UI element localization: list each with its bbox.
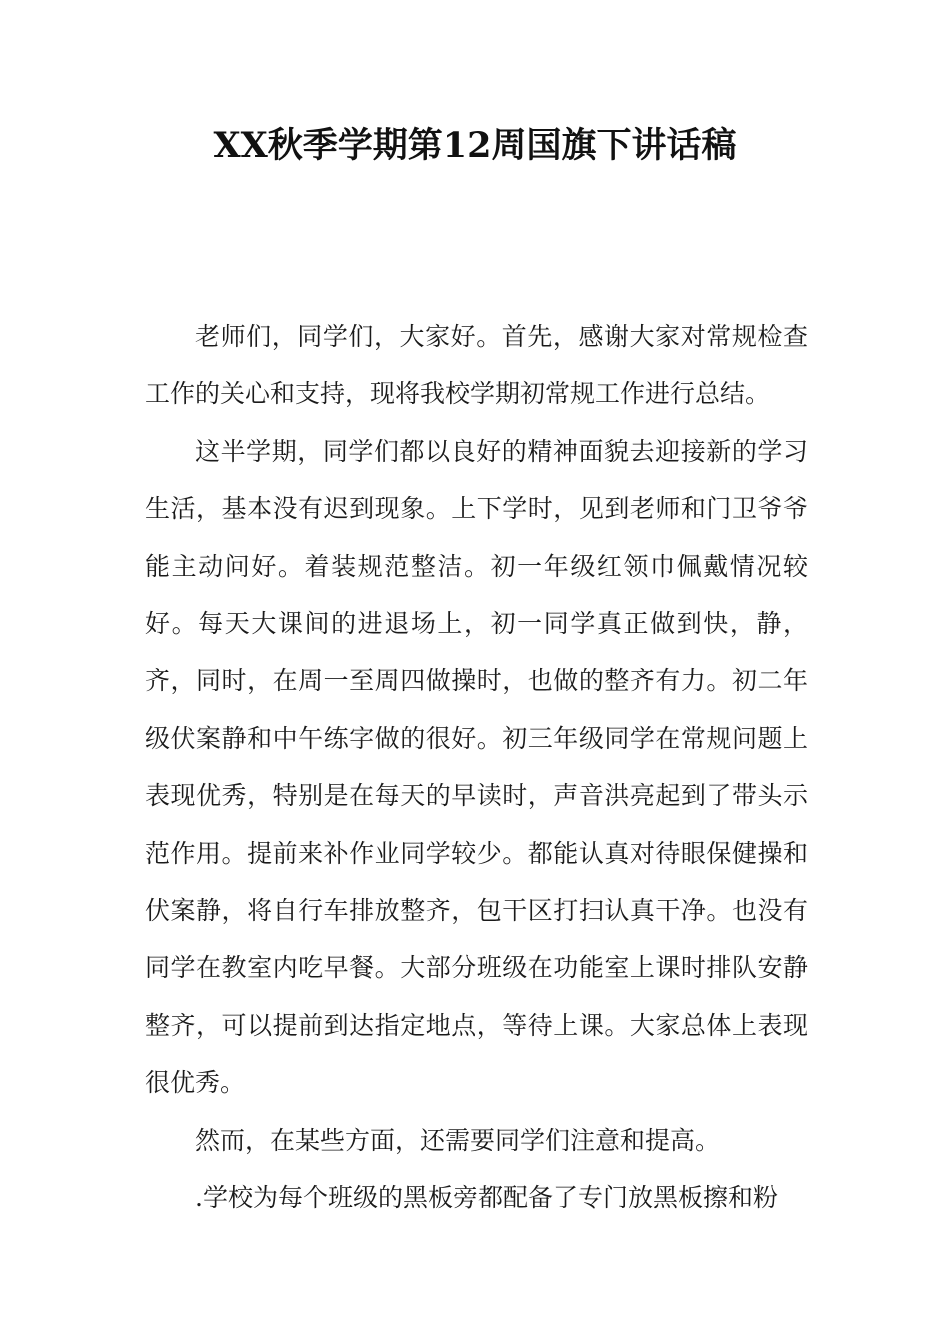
document-title: XX秋季学期第12周国旗下讲话稿 — [213, 125, 737, 166]
document-body — [145, 308, 808, 1227]
paragraph-transition: 然而，在某些方面，还需要同学们注意和提高。 — [195, 1125, 721, 1155]
paragraph-greeting: 老师们，同学们，大家好。首先，感谢大家对常规检查工作的关心和支持，现将我校学期初常规工作进行总结。 — [145, 322, 808, 409]
paragraph-item: .学校为每个班级的黑板旁都配备了专门放黑板擦和粉 — [195, 1183, 778, 1213]
paragraph-summary: 这半学期，同学们都以良好的精神面貌去迎接新的学习生活，基本没有迟到现象。上下学时，见到老师和门卫爷爷能主动问好。着装规范整洁。初一年级红领巾佩戴情况较好。每天大课间的进退场上，初一同学真正做到快，静，齐，同时，在周一至周四做操时，也做的整齐有力。初二年级伏案静和中午练字做的很好。初三年级同学在常规问题上表现优秀，特别是在每天的早读时，声音洪亮起到了带头示范作用。提前来补作业同学较少。都能认真对待眼保健操和伏案静，将自行车排放整齐，包干区打扫认真干净。也没有同学在教室内吃早餐。大部分班级在功能室上课时排队安静整齐，可以提前到达指定地点，等待上课。大家总体上表现很优秀。 — [145, 436, 808, 1098]
